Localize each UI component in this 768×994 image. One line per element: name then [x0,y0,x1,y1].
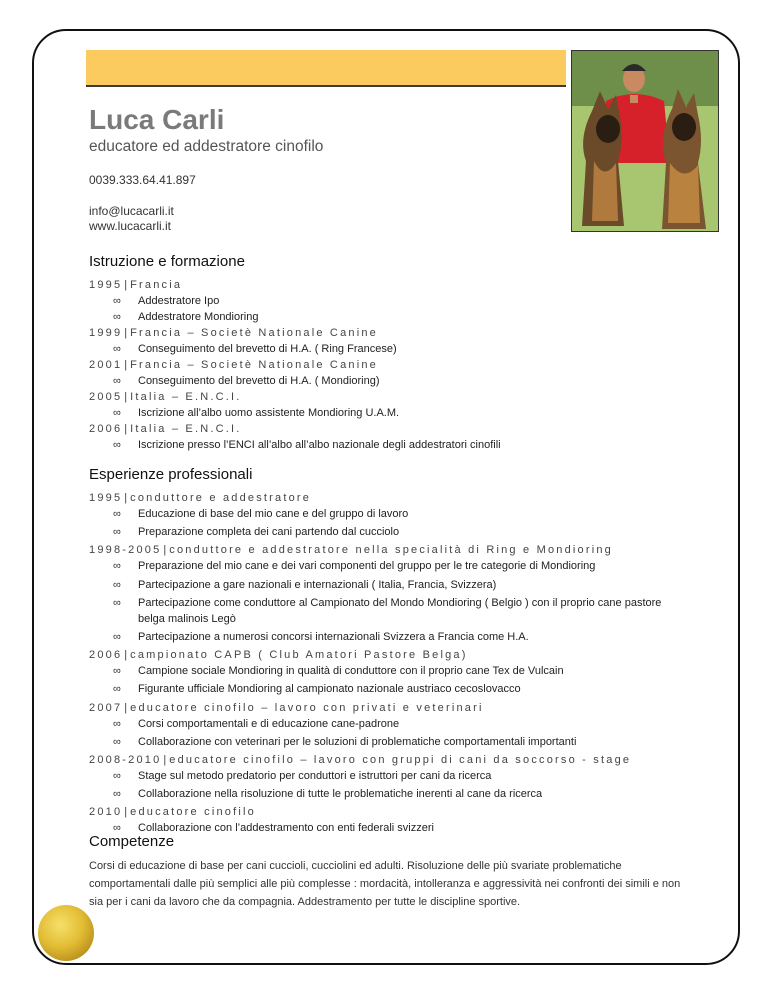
infinity-bullet-icon: ∞ [113,683,121,696]
infinity-bullet-icon: ∞ [113,596,121,609]
list-item [89,524,689,540]
entry-heading [89,752,689,768]
profile-photo [571,50,719,232]
experience-section [89,466,689,838]
entry-detail: campionato CAPB ( Club Amatori Pastore Belga) [130,649,468,662]
list-item [89,373,689,389]
entry-items [89,558,689,645]
entry-year: 2010 [89,806,123,819]
list-item-text: Educazione di base del mio cane e del gruppo di lavoro [138,508,409,520]
person-name: Luca Carli [89,104,225,135]
header-rule [86,85,566,87]
infinity-bullet-icon: ∞ [113,508,121,520]
list-item [89,341,689,357]
infinity-bullet-icon: ∞ [113,717,121,730]
list-item-text: Stage sul metodo predatorio per conduttori e istruttori per cani da ricerca [138,769,492,782]
list-item [89,595,689,627]
entry-items [89,716,689,750]
experience-list [89,490,689,836]
entry-detail: Francia – Societè Nationale Canine [130,327,378,339]
entry-heading [89,421,689,437]
entry-heading [89,389,689,405]
entry-detail: conduttore e addestratore [130,492,312,504]
entry-detail: educatore cinofilo – lavoro con gruppi di cani da soccorso - stage [169,753,632,766]
entry-year: 2008-2010 [89,753,162,766]
list-item [89,506,689,522]
entry-detail: educatore cinofilo [130,806,256,819]
infinity-bullet-icon: ∞ [113,665,121,678]
list-item [89,577,689,593]
list-item-text: Figurante ufficiale Mondioring al campionato nazionale austriaco cecoslovacco [138,683,521,696]
education-section [89,253,689,453]
skills-text: Corsi di educazione di base per cani cuccioli, cucciolini ed adulti. Risoluzione delle più svariate problematiche comportamentali dalle più semplici alle più complesse : mordacità, intolleranza e aggressività nei confronti dei simili e non sia per i cani da lavoro che da compagnia. Addestramento per tutte le discipline sportive. [89,860,681,908]
infinity-bullet-icon: ∞ [113,407,121,419]
website-link[interactable]: www.lucacarli.it [89,219,172,233]
list-item-text: Collaborazione nella risoluzione di tutte le problematiche inerenti al cane da ricerca [138,788,543,801]
list-item-text: Addestratore Mondioring [138,311,259,323]
email-link[interactable]: info@lucacarli.it [89,204,174,218]
education-list [89,277,689,453]
entry-year: 1998-2005 [89,544,162,557]
entry-separator: | [124,279,128,291]
list-item-text: Conseguimento del brevetto di H.A. ( Mondioring) [138,375,380,387]
infinity-bullet-icon: ∞ [113,735,121,748]
entry-separator: | [124,423,128,435]
entry-heading [89,490,689,506]
list-item [89,768,689,784]
entry-separator: | [124,806,128,819]
list-item [89,663,689,679]
entry-year: 1995 [89,492,123,504]
list-item [89,734,689,750]
list-item-text: Iscrizione all’albo uomo assistente Mondioring U.A.M. [138,407,400,419]
infinity-bullet-icon: ∞ [113,769,121,782]
education-title: Istruzione e formazione [89,253,245,270]
infinity-bullet-icon: ∞ [113,788,121,801]
entry-items [89,437,689,453]
experience-title: Esperienze professionali [89,466,253,483]
list-item-text: Campione sociale Mondioring in qualità di conduttore con il proprio cane Tex de Vulcain [138,665,564,678]
entry-year: 2001 [89,359,123,371]
entry-year: 1995 [89,279,123,291]
infinity-bullet-icon: ∞ [113,578,121,591]
infinity-bullet-icon: ∞ [113,343,121,355]
list-item [89,309,689,325]
entry-heading [89,357,689,373]
list-item-text: Preparazione del mio cane e dei vari componenti del gruppo per le tre categorie di Mondioring [138,560,596,573]
entry-items [89,293,689,325]
entry-items [89,341,689,357]
list-item-text: Corsi comportamentali e di educazione cane-padrone [138,717,400,730]
entry-separator: | [124,359,128,371]
entry-detail: Italia – E.N.C.I. [130,391,242,403]
entry-separator: | [124,701,128,714]
entry-year: 2006 [89,649,123,662]
infinity-bullet-icon: ∞ [113,311,121,323]
header-accent-band [86,50,566,86]
entry-detail: Francia – Societè Nationale Canine [130,359,378,371]
infinity-bullet-icon: ∞ [113,375,121,387]
entry-separator: | [124,327,128,339]
entry-detail: educatore cinofilo – lavoro con privati e veterinari [130,701,484,714]
list-item [89,405,689,421]
list-item-text: Addestratore Ipo [138,295,220,307]
entry-items [89,405,689,421]
infinity-bullet-icon: ∞ [113,439,121,451]
entry-detail: conduttore e addestratore nella specialità di Ring e Mondioring [169,544,613,557]
entry-year: 2006 [89,423,123,435]
list-item [89,786,689,802]
list-item-text: Partecipazione a numerosi concorsi internazionali Svizzera a Francia come H.A. [138,630,529,643]
entry-separator: | [124,492,128,504]
entry-heading [89,647,689,663]
entry-separator: | [163,753,167,766]
infinity-bullet-icon: ∞ [113,560,121,573]
entry-heading [89,325,689,341]
list-item-text: Preparazione completa dei cani partendo dal cucciolo [138,526,400,539]
list-item-text: Partecipazione come conduttore al Campionato del Mondo Mondioring ( Belgio ) con il proprio cane pastore belga malinois Legò [138,596,662,625]
list-item [89,293,689,309]
entry-detail: Francia [130,279,183,291]
entry-separator: | [124,649,128,662]
entry-items [89,373,689,389]
list-item-text: Partecipazione a gare nazionali e internazionali ( Italia, Francia, Svizzera) [138,578,497,591]
entry-heading [89,804,689,820]
job-title: educatore ed addestratore cinofilo [89,138,324,155]
list-item [89,629,689,645]
entry-items [89,663,689,697]
skills-section [89,833,689,911]
list-item-text: Collaborazione con l’addestramento con enti federali svizzeri [138,822,434,835]
phone-number: 0039.333.64.41.897 [89,173,196,187]
entry-detail: Italia – E.N.C.I. [130,423,242,435]
list-item [89,437,689,453]
entry-separator: | [124,391,128,403]
entry-heading [89,700,689,716]
entry-heading [89,277,689,293]
entry-heading [89,542,689,558]
list-item [89,716,689,732]
entry-items [89,768,689,802]
infinity-bullet-icon: ∞ [113,630,121,643]
entry-year: 2005 [89,391,123,403]
infinity-bullet-icon: ∞ [113,822,121,835]
entry-items [89,506,689,540]
decorative-gold-circle [38,905,94,961]
list-item [89,558,689,574]
list-item [89,681,689,697]
list-item-text: Conseguimento del brevetto di H.A. ( Ring Francese) [138,343,397,355]
entry-year: 1999 [89,327,123,339]
skills-title: Competenze [89,833,175,850]
list-item-text: Collaborazione con veterinari per le soluzioni di problematiche comportamentali importanti [138,735,577,748]
list-item-text: Iscrizione presso l’ENCI all’albo all’albo nazionale degli addestratori cinofili [138,439,501,451]
entry-year: 2007 [89,701,123,714]
infinity-bullet-icon: ∞ [113,295,121,307]
infinity-bullet-icon: ∞ [113,526,121,539]
entry-separator: | [163,544,167,557]
